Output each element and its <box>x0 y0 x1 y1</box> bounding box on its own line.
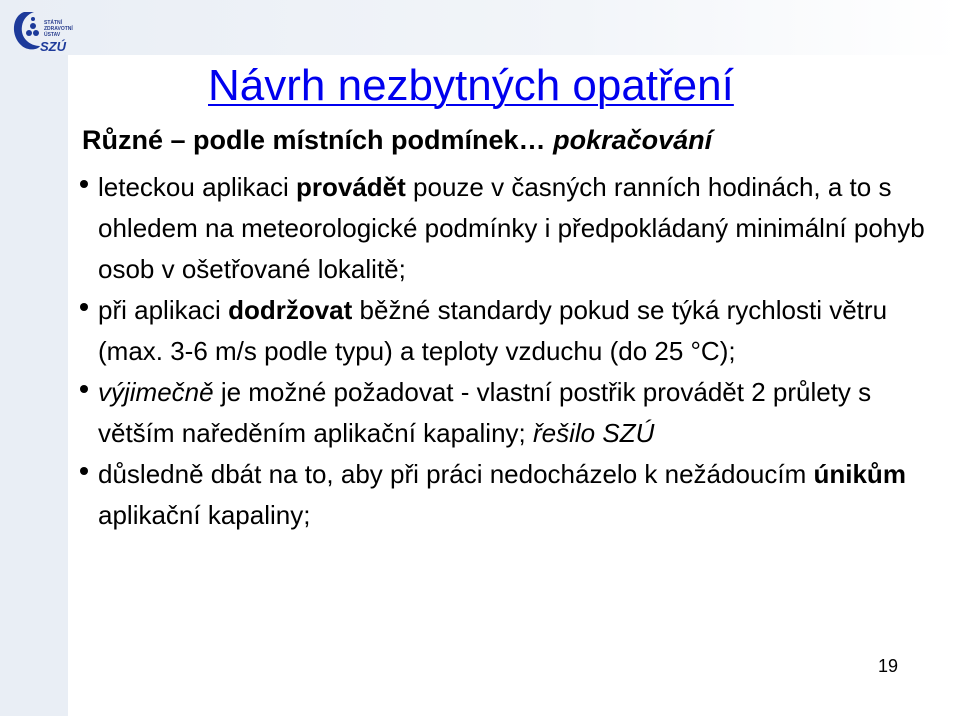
bullet-text-part: důsledně dbát na to, aby při práci nedocházelo k nežádoucím <box>98 459 814 489</box>
bullet-dot-icon <box>80 385 88 393</box>
bullet-text-part: řešilo SZÚ <box>533 418 655 448</box>
slide-title: Návrh nezbytných opatření <box>208 61 734 110</box>
bullet-text-part: běžné standardy pokud se týká rychlosti větru (max. 3-6 m/s podle typu) a teploty vzduchu (do 25 °C); <box>98 295 888 366</box>
top-decor-band <box>0 0 960 55</box>
bullet-dot-icon <box>80 303 88 311</box>
bullet-text-part: únikům <box>813 459 906 489</box>
subtitle-main: Různé – podle místních podmínek… <box>82 125 546 155</box>
bullet-item <box>80 290 940 372</box>
bullet-text-part: pouze v časných ranních hodinách, a to s ohledem na meteorologické podmínky i předpokládaný minimální pohyb osob v ošetřované lokalitě; <box>98 172 925 284</box>
bullet-list <box>80 167 940 536</box>
slide-subtitle <box>82 125 712 156</box>
bullet-dot-icon <box>80 467 88 475</box>
bullet-text-part: aplikační kapaliny; <box>98 500 311 530</box>
bullet-text-part: leteckou aplikaci <box>98 172 296 202</box>
bullet-text-part: výjimečně <box>98 377 214 407</box>
bullet-item <box>80 372 940 454</box>
subtitle-continued: pokračování <box>553 125 713 155</box>
bullet-text-part: při aplikaci <box>98 295 229 325</box>
bullet-text-part: dodržovat <box>228 295 353 325</box>
bullet-text-part: provádět <box>296 172 406 202</box>
szu-logo <box>10 6 73 56</box>
left-decor-band <box>0 0 68 716</box>
bullet-text-part: je možné požadovat - vlastní postřik provádět 2 průlety s větším naředěním aplikační kapaliny; <box>98 377 872 448</box>
bullet-item <box>80 454 940 536</box>
logo-text: STÁTNÍ ZDRAVOTNÍ ÚSTAV <box>44 20 73 38</box>
bullet-item <box>80 167 940 290</box>
bullet-dot-icon <box>80 180 88 188</box>
logo-abbr: SZÚ <box>40 39 66 54</box>
page-number: 19 <box>878 656 899 676</box>
